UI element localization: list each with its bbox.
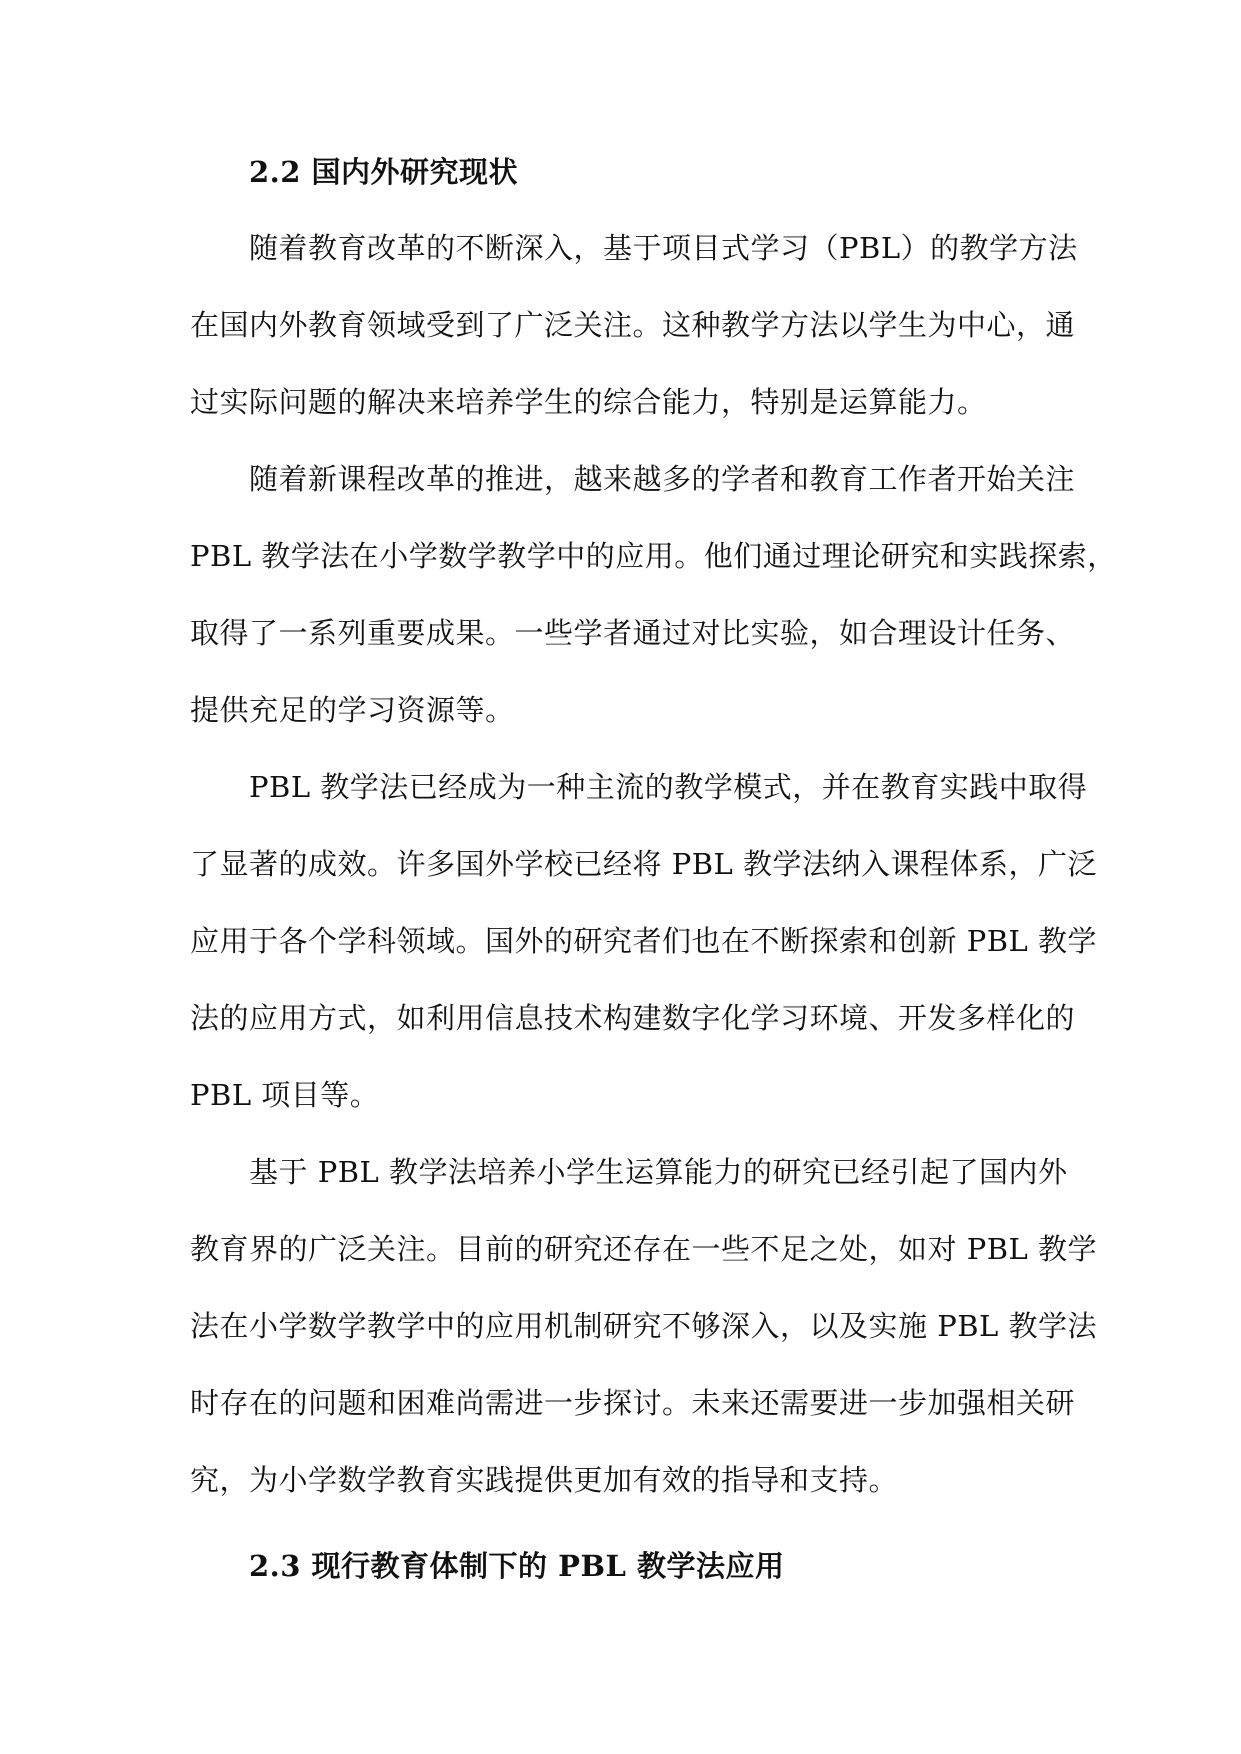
paragraph-line: PBL 项目等。 [190,1078,380,1112]
section-heading-2-2: 2.2 国内外研究现状 [249,155,519,189]
paragraph-line: 应用于各个学科领域。国外的研究者们也在不断探索和创新 PBL 教学 [190,924,1098,958]
section-heading-2-3: 2.3 现行教育体制下的 PBL 教学法应用 [249,1549,785,1583]
paragraph-line: PBL 教学法已经成为一种主流的教学模式，并在教育实践中取得 [249,770,1088,804]
paragraph-line: 过实际问题的解决来培养学生的综合能力，特别是运算能力。 [190,385,987,419]
paragraph-line: PBL 教学法在小学数学教学中的应用。他们通过理论研究和实践探索， [190,539,1117,573]
paragraph-line: 随着教育改革的不断深入，基于项目式学习（PBL）的教学方法 [249,231,1078,265]
paragraph-line: 了显著的成效。许多国外学校已经将 PBL 教学法纳入课程体系，广泛 [190,847,1098,881]
paragraph-line: 提供充足的学习资源等。 [190,693,515,727]
paragraph-line: 取得了一系列重要成果。一些学者通过对比实验，如合理设计任务、 [190,616,1076,650]
paragraph-line: 教育界的广泛关注。目前的研究还存在一些不足之处，如对 PBL 教学 [190,1232,1098,1266]
paragraph-line: 随着新课程改革的推进，越来越多的学者和教育工作者开始关注 [249,462,1076,496]
paragraph-line: 究，为小学数学教育实践提供更加有效的指导和支持。 [190,1463,899,1497]
paragraph-line: 在国内外教育领域受到了广泛关注。这种教学方法以学生为中心，通 [190,308,1076,342]
paragraph-line: 法在小学数学教学中的应用机制研究不够深入，以及实施 PBL 教学法 [190,1309,1098,1343]
paragraph-line: 基于 PBL 教学法培养小学生运算能力的研究已经引起了国内外 [249,1155,1068,1189]
paragraph-line: 时存在的问题和困难尚需进一步探讨。未来还需要进一步加强相关研 [190,1386,1076,1420]
paragraph-line: 法的应用方式，如利用信息技术构建数字化学习环境、开发多样化的 [190,1001,1076,1035]
